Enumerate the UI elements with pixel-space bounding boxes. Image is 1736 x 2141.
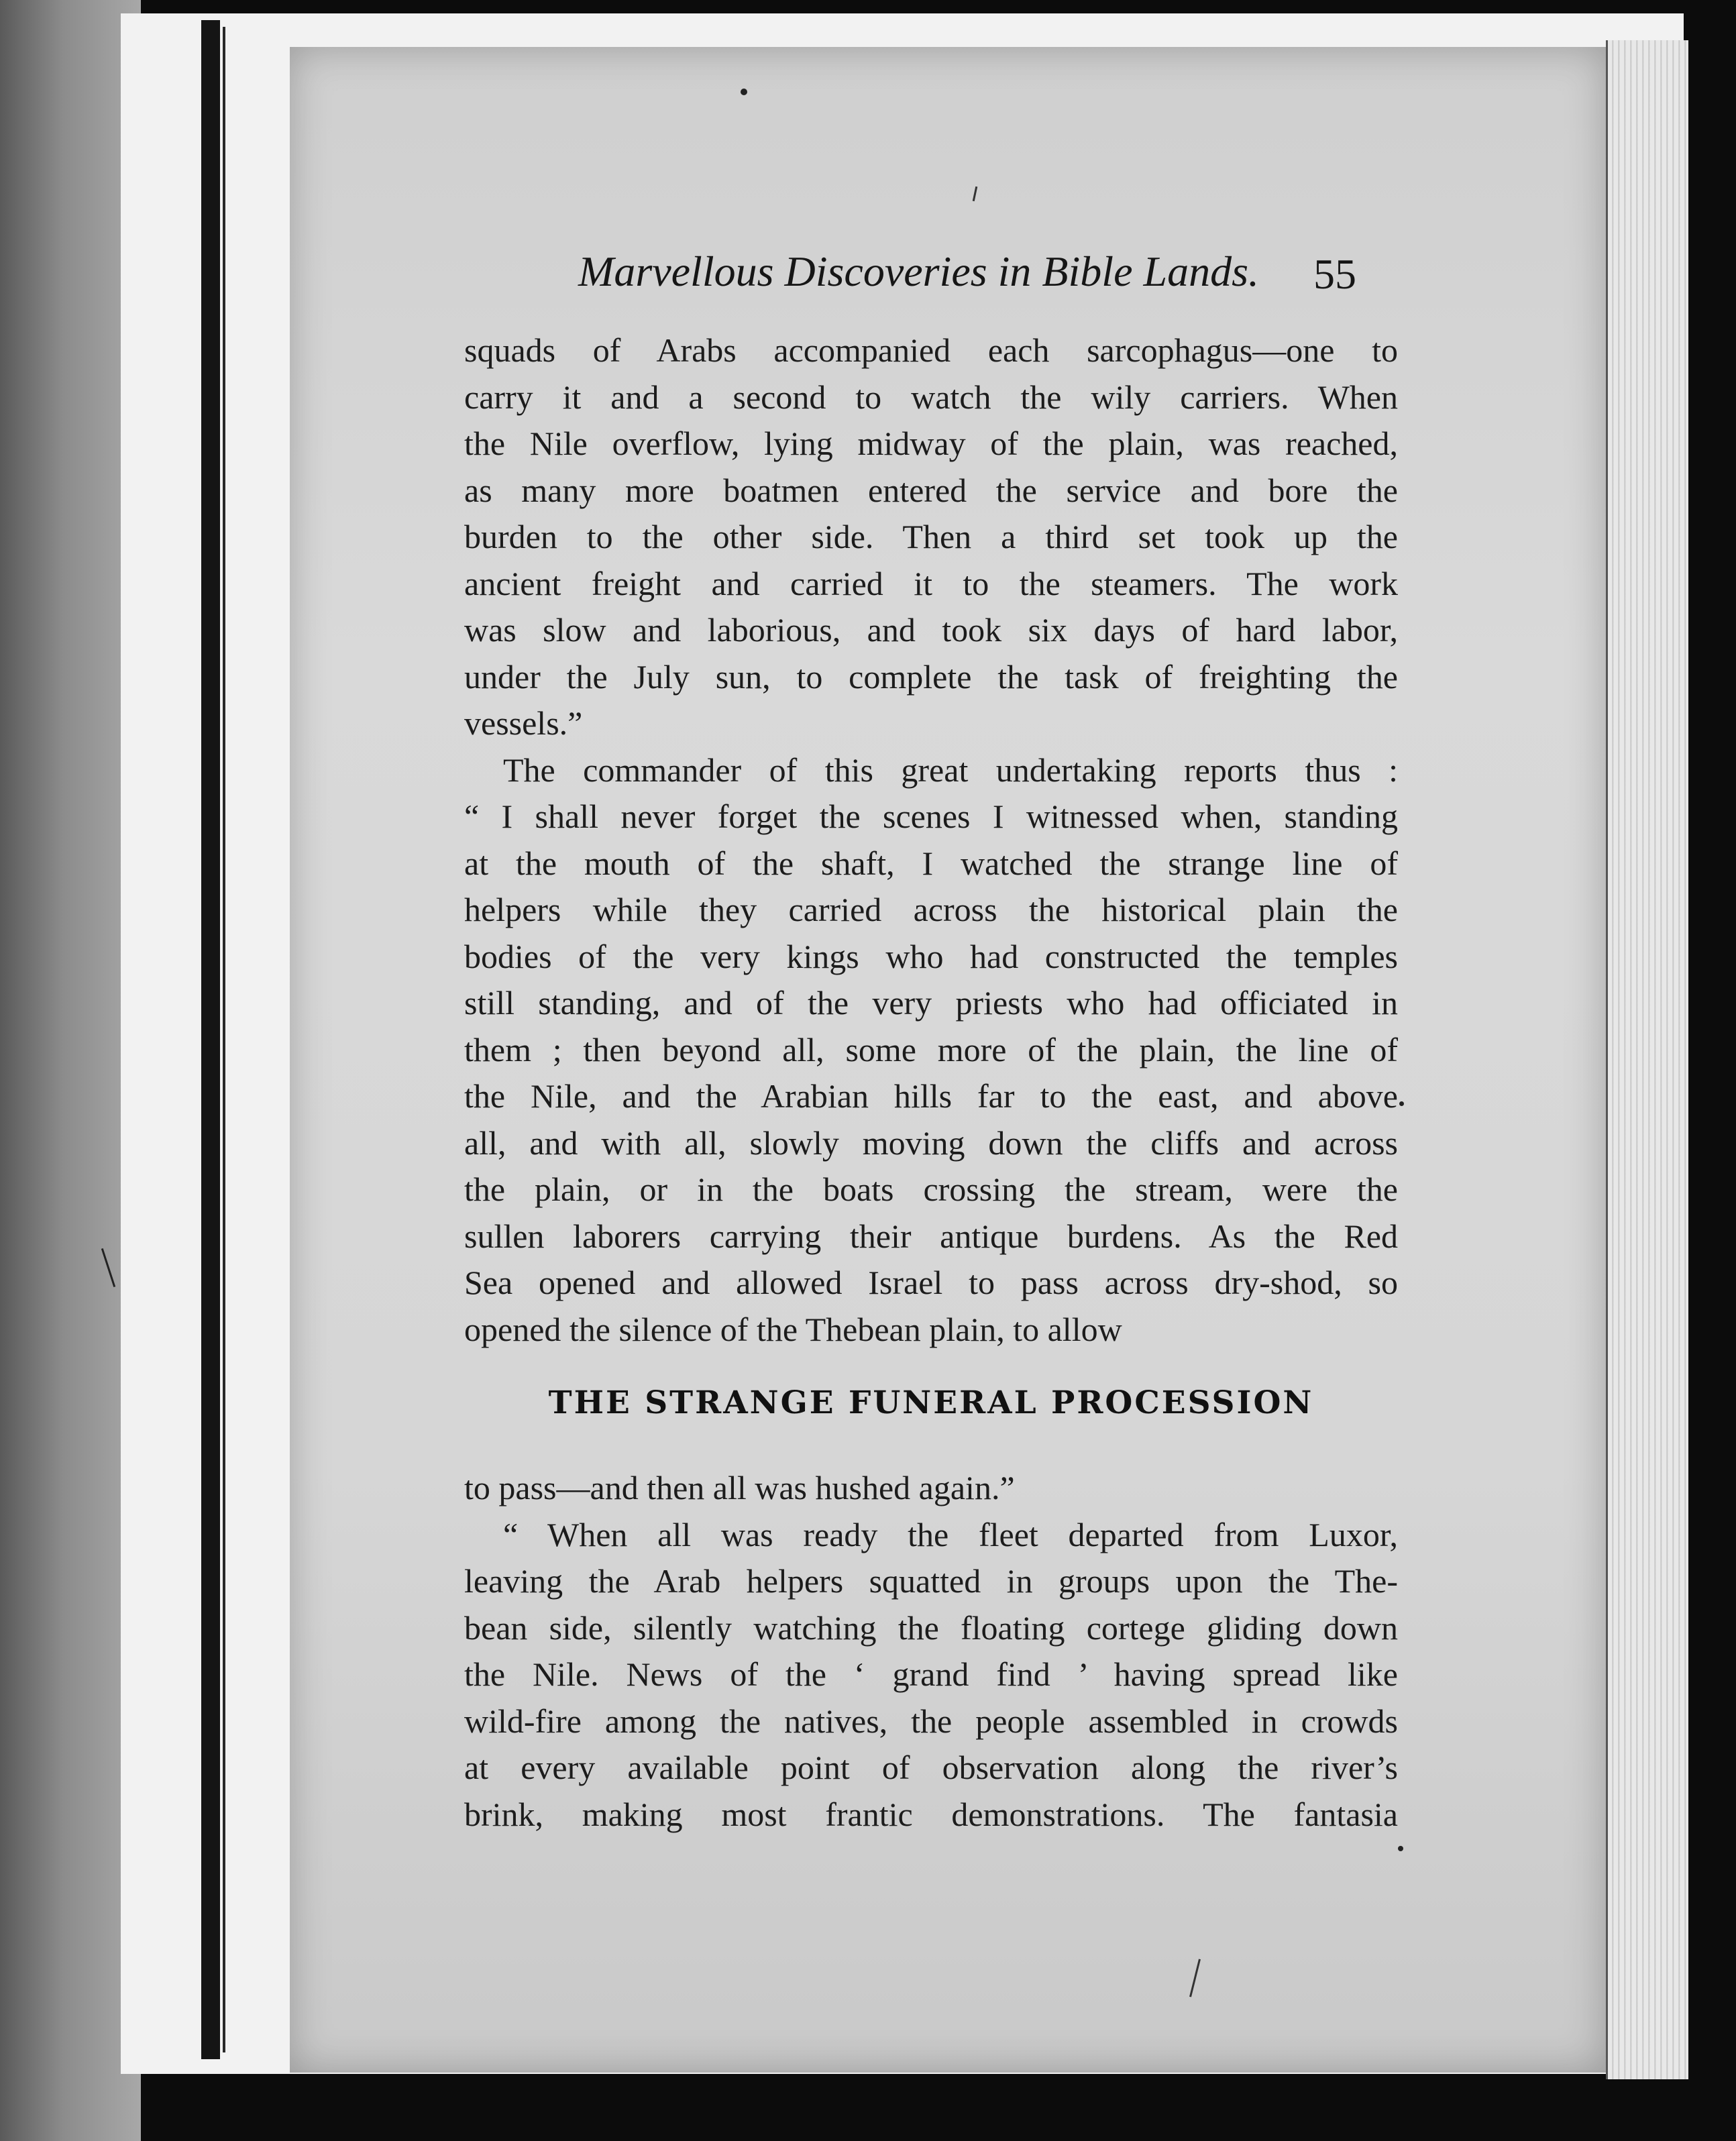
text-line: bodies of the very kings who had constructed the temples	[464, 937, 1398, 975]
text-line: to pass—and then all was hushed again.”	[464, 1469, 1015, 1506]
page-number: 55	[1313, 250, 1356, 298]
text-line: bean side, silently watching the floating cortege gliding down	[464, 1608, 1398, 1647]
text-line: the Nile, and the Arabian hills far to the east, and above	[464, 1077, 1398, 1115]
text-line: at the mouth of the shaft, I watched the strange line of	[464, 844, 1398, 882]
book-page-edges	[1606, 40, 1688, 2079]
text-line: carry it and a second to watch the wily carriers. When	[464, 378, 1398, 416]
ink-speck	[741, 89, 747, 95]
text-line: burden to the other side. Then a third set took up the	[464, 518, 1398, 555]
text-line: under the July sun, to complete the task of freighting the	[464, 657, 1398, 696]
body-text-block-continued	[464, 1465, 1398, 1838]
text-line: ancient freight and carried it to the steamers. The work	[464, 564, 1398, 602]
ink-speck	[1399, 1101, 1404, 1106]
text-line: the plain, or in the boats crossing the stream, were the	[464, 1170, 1398, 1208]
text-line: the Nile. News of the ‘ grand find ’ having spread like	[464, 1655, 1398, 1693]
ink-speck	[1398, 1846, 1403, 1851]
text-line: as many more boatmen entered the service and bore the	[464, 471, 1398, 509]
binding-shadow	[201, 20, 220, 2059]
text-line: squads of Arabs accompanied each sarcophagus—one to	[464, 331, 1398, 369]
gutter-line	[223, 27, 225, 2052]
text-line: “ When all was ready the fleet departed from Luxor,	[503, 1515, 1398, 1553]
adjacent-page-edge	[0, 0, 141, 2141]
section-heading: THE STRANGE FUNERAL PROCESSION	[548, 1384, 1314, 1421]
text-line: opened the silence of the Thebean plain, to allow	[464, 1310, 1122, 1348]
text-line: was slow and laborious, and took six days of hard labor,	[464, 611, 1398, 649]
text-line: them ; then beyond all, some more of the plain, the line of	[464, 1030, 1398, 1068]
text-line: at every available point of observation along the river’s	[464, 1749, 1398, 1786]
text-line: still standing, and of the very priests who had officiated in	[464, 984, 1398, 1022]
text-line: the Nile overflow, lying midway of the plain, was reached,	[464, 425, 1398, 462]
running-head: Marvellous Discoveries in Bible Lands.	[578, 248, 1259, 295]
text-line: helpers while they carried across the historical plain the	[464, 891, 1398, 928]
text-line: all, and with all, slowly moving down the cliffs and across	[464, 1123, 1398, 1162]
body-text-block	[464, 327, 1398, 1353]
text-line: vessels.”	[464, 704, 583, 742]
text-line: The commander of this great undertaking reports thus :	[503, 751, 1398, 789]
text-line: “ I shall never forget the scenes I witnessed when, standing	[464, 798, 1398, 835]
text-line: brink, making most frantic demonstrations. The fantasia	[464, 1795, 1398, 1833]
text-line: leaving the Arab helpers squatted in groups upon the The-	[464, 1562, 1398, 1600]
text-line: wild-fire among the natives, the people assembled in crowds	[464, 1702, 1398, 1740]
text-line: Sea opened and allowed Israel to pass across dry-shod, so	[464, 1264, 1398, 1301]
text-line: sullen laborers carrying their antique burdens. As the Red	[464, 1217, 1398, 1255]
